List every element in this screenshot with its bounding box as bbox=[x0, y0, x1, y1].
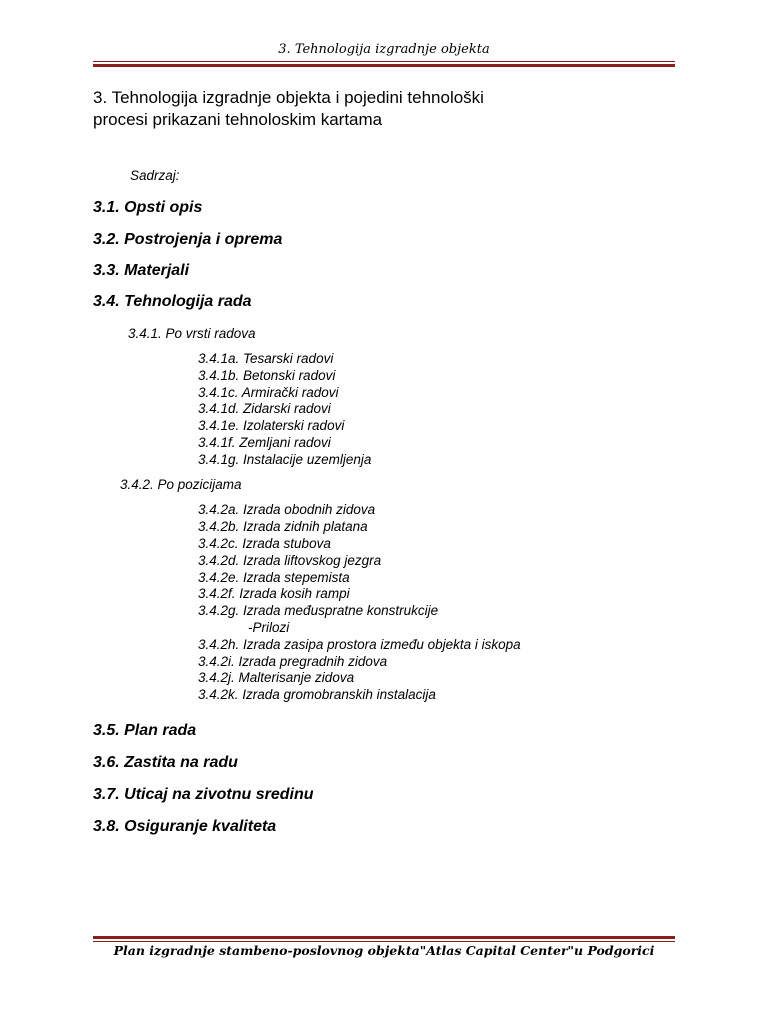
toc-section-3-1: 3.1. Opsti opis bbox=[93, 199, 203, 216]
page-footer: Plan izgradnje stambeno-poslovnog objekta"Atlas Capital Center"u Podgorici bbox=[113, 943, 655, 958]
toc-section-3-3: 3.3. Materjali bbox=[93, 262, 190, 279]
toc-item-prilozi: -Prilozi bbox=[248, 620, 290, 635]
title-line-2: procesi prikazani tehnoloskim kartama bbox=[93, 110, 383, 129]
toc-item-3-4-2c: 3.4.2c. Izrada stubova bbox=[198, 536, 331, 551]
toc-item-3-4-2a: 3.4.2a. Izrada obodnih zidova bbox=[198, 502, 376, 517]
toc-item-3-4-2b: 3.4.2b. Izrada zidnih platana bbox=[198, 519, 368, 534]
toc-section-3-4: 3.4. Tehnologija rada bbox=[93, 293, 252, 310]
toc-section-3-6: 3.6. Zastita na radu bbox=[93, 754, 238, 771]
footer-rule-thin bbox=[93, 941, 675, 942]
toc-item-3-4-1d: 3.4.1d. Zidarski radovi bbox=[198, 401, 331, 416]
toc-item-3-4-2g: 3.4.2g. Izrada međuspratne konstrukcije bbox=[198, 603, 439, 618]
toc-section-3-5: 3.5. Plan rada bbox=[93, 722, 197, 739]
toc-section-3-2: 3.2. Postrojenja i oprema bbox=[93, 231, 283, 248]
toc-subsection-3-4-1: 3.4.1. Po vrsti radova bbox=[128, 326, 256, 341]
toc-item-3-4-1c: 3.4.1c. Armirački radovi bbox=[198, 385, 339, 400]
header-rule-thin bbox=[93, 61, 675, 62]
toc-item-3-4-1a: 3.4.1a. Tesarski radovi bbox=[198, 351, 334, 366]
toc-item-3-4-2e: 3.4.2e. Izrada stepemista bbox=[198, 570, 350, 585]
toc-item-3-4-1b: 3.4.1b. Betonski radovi bbox=[198, 368, 336, 383]
toc-subsection-3-4-2: 3.4.2. Po pozicijama bbox=[120, 477, 242, 492]
toc-item-3-4-1g: 3.4.1g. Instalacije uzemljenja bbox=[198, 452, 372, 467]
toc-item-3-4-2i: 3.4.2i. Izrada pregradnih zidova bbox=[198, 654, 388, 669]
toc-item-3-4-2j: 3.4.2j. Malterisanje zidova bbox=[198, 670, 355, 685]
toc-item-3-4-1e: 3.4.1e. Izolaterski radovi bbox=[198, 418, 345, 433]
toc-section-3-7: 3.7. Uticaj na zivotnu sredinu bbox=[93, 786, 314, 803]
page-header: 3. Tehnologija izgradnje objekta bbox=[278, 42, 490, 57]
toc-item-3-4-2d: 3.4.2d. Izrada liftovskog jezgra bbox=[198, 553, 382, 568]
title-line-1: 3. Tehnologija izgradnje objekta i pojedini tehnološki bbox=[93, 88, 484, 107]
toc-item-3-4-1f: 3.4.1f. Zemljani radovi bbox=[198, 435, 331, 450]
toc-item-3-4-2k: 3.4.2k. Izrada gromobranskih instalacija bbox=[198, 687, 436, 702]
toc-item-3-4-2f: 3.4.2f. Izrada kosih rampi bbox=[198, 586, 350, 601]
header-rule-thick bbox=[93, 64, 675, 67]
toc-section-3-8: 3.8. Osiguranje kvaliteta bbox=[93, 818, 277, 835]
toc-item-3-4-2h: 3.4.2h. Izrada zasipa prostora između objekta i iskopa bbox=[198, 637, 521, 652]
document-title bbox=[93, 87, 613, 131]
toc-label: Sadrzaj: bbox=[130, 168, 180, 183]
footer-rule-thick bbox=[93, 936, 675, 939]
